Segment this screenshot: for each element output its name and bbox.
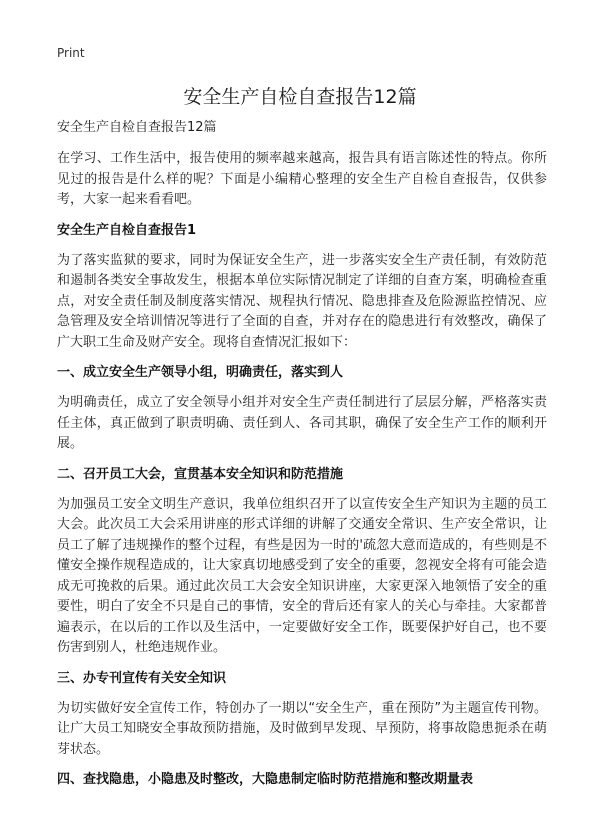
- heading-one: 一、成立安全生产领导小组，明确责任，落实到人: [57, 365, 344, 380]
- paragraph-one: 为明确责任，成立了安全领导小组并对安全生产责任制进行了层层分解，严格落实责任主体，真正做到了职责明确、责任到人、各司其职，确保了安全生产工作的顺利开展。: [57, 395, 547, 451]
- heading-three: 三、办专刊宣传有关安全知识: [57, 670, 227, 686]
- section-heading: 安全生产自检自查报告1: [57, 222, 197, 238]
- document-body: [57, 118, 547, 800]
- paragraph-three: 为切实做好安全宣传工作，特创办了一期以“安全生产，重在预防”为主题宣传刊物。让广大员工知晓安全事故预防措施，及时做到早发现、早预防，将事故隐患扼杀在萌芽状态。: [57, 700, 547, 757]
- heading-four: 四、查找隐患，小隐患及时整改，大隐患制定临时防范措施和整改期量表: [57, 772, 474, 787]
- print-label[interactable]: Print: [57, 46, 85, 60]
- intro-paragraph: 在学习、工作生活中，报告使用的频率越来越高，报告具有语言陈述性的特点。你所见过的报告是什么样的呢？下面是小编精心整理的安全生产自检自查报告，仅供参考，大家一起来看看吧。: [57, 151, 547, 207]
- heading-two: 二、召开员工大会，宣贯基本安全知识和防范措施: [57, 466, 344, 482]
- section-paragraph: 为了落实监狱的要求，同时为保证安全生产，进一步落实安全生产责任制，有效防范和遏制各类安全事故发生，根据本单位实际情况制定了详细的自查方案，明确检查重点，对安全责任制及制度落实情况、规程执行情况、隐患排查及危险源监控情况、应急管理及安全培训情况等进行了全面的自查，并对存在的隐患进行有效整改，确保了广大职工生命及财产安全。现将自查情况汇报如下：: [57, 252, 547, 350]
- document-subtitle: 安全生产自检自查报告12篇: [57, 120, 217, 135]
- paragraph-two: 为加强员工安全文明生产意识，我单位组织召开了以宣传安全生产知识为主题的员工大会。此次员工大会采用讲座的形式详细的讲解了交通安全常识、生产安全常识，让员工了解了违规操作的整个过程，有些是因为一时的'疏忽大意而造成的，有些则是不懂安全操作规程造成的，让大家真切地感受到了安全的重要，忽视安全将有可能会造成无可挽救的后果。通过此次员工大会安全知识讲座，大家更深入地领悟了安全的重要性，明白了安全不只是自己的事情，安全的背后还有家人的关心与牵挂。大家都普遍表示，在以后的工作以及生活中，一定要做好安全工作，既要保护好自己，也不要伤害到别人，杜绝违规作业。: [57, 496, 547, 655]
- page-title: 安全生产自检自查报告12篇: [183, 86, 417, 108]
